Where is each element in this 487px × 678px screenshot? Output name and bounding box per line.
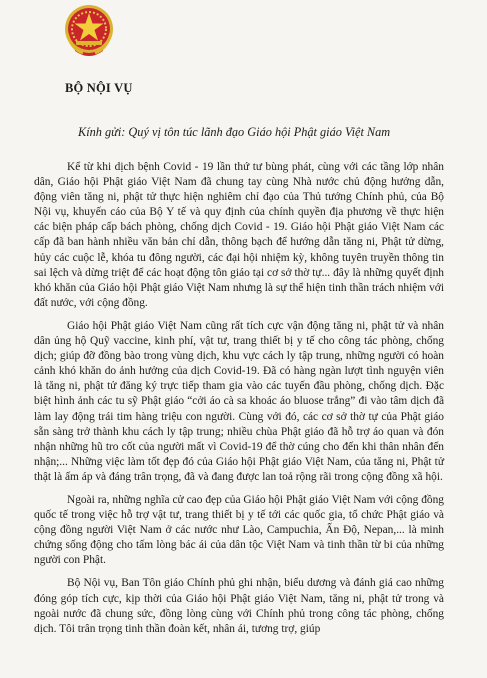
body-paragraph-1: Kể từ khi dịch bệnh Covid - 19 lần thứ tư bùng phát, cùng với các tầng lớp nhân dân, Giáo hội Phật giáo Việt Nam đã chung tay cùng Nhà nước chủ động hưởng dẫn, động viên tăng ni, phật tử thực hiện nghiêm chỉ đạo của Thủ tướng Chính phủ, của Bộ Nội vụ, khuyến cáo của Bộ Y tế và quy định của chính quyền địa phương về thực hiện các biện pháp cấp bách phòng, chống dịch Covid - 19. Giáo hội Phật giáo Việt Nam các cấp đã ban hành nhiều văn bản chỉ dẫn, thông bạch để hướng dẫn tăng ni, Phật tử dừng, hủy các cuộc lễ, khóa tu đông người, các đại hội nhiệm kỳ, không tuyên truyền thông tin sai lệch và dừng triệt để các hoạt động tôn giáo tại cơ sở thờ tự... đây là những quyết định khó khăn của Giáo hội Phật giáo Việt Nam nhưng là sự thể hiện tinh thần trách nhiệm với đất nước, với cộng đồng.	[34, 161, 444, 309]
national-emblem-icon	[63, 3, 115, 59]
letter-body	[34, 160, 444, 645]
agency-name: BỘ NỘI VỤ	[65, 81, 133, 95]
body-paragraph-4: Bộ Nội vụ, Ban Tôn giáo Chính phủ ghi nhận, biểu dương và đánh giá cao những đóng góp tích cực, kịp thời của Giáo hội Phật giáo Việt Nam, tăng ni, phật tử trong và ngoài nước đã chung sức, đồng lòng cùng với Chính phủ trong công tác phòng, chống dịch. Tôi trân trọng tinh thần đoàn kết, nhân ái, tương trợ, giúp	[34, 577, 444, 635]
body-paragraph-3: Ngoài ra, những nghĩa cử cao đẹp của Giáo hội Phật giáo Việt Nam với cộng đồng quốc tế trong việc hỗ trợ vật tư, trang thiết bị y tế tới các quốc gia, tổ chức Phật giáo và cộng đồng người Việt Nam ở các nước như Lào, Campuchia, Ấn Độ, Nepan,... là minh chứng sống động cho tấm lòng bác ái của dân tộc Việt Nam và tinh thần từ bi của những người con Phật.	[34, 493, 444, 567]
salutation: Kính gửi: Quý vị tôn túc lãnh đạo Giáo hội Phật giáo Việt Nam	[78, 125, 391, 139]
body-paragraph-2: Giáo hội Phật giáo Việt Nam cũng rất tích cực vận động tăng ni, phật tử và nhân dân ủng hộ Quỹ vaccine, kinh phí, vật tư, trang thiết bị y tế cho công tác phòng, chống dịch; giúp đỡ đồng bào trong vùng dịch, khu vực cách ly tập trung, những người có hoàn cảnh khó khăn do ảnh hưởng của dịch Covid-19. Đã có hàng ngàn lượt tình nguyện viên là tăng ni, phật tử đăng ký trực tiếp tham gia vào các tuyến đầu phòng, chống dịch. Đặc biệt hình ảnh các tu sỹ Phật giáo “cởi áo cà sa khoác áo bluose trắng” đi vào tâm dịch đã làm lay động trái tim hàng triệu con người. Cùng với đó, các cơ sở thờ tự của Phật giáo sẵn sàng trở thành khu cách ly tập trung; nhiều chùa Phật giáo đã hỗ trợ áo quan và đón nhận những hũ tro cốt của người mất vì Covid-19 để thờ cúng cho đến khi thân nhân đến nhận;... Những việc làm tốt đẹp đó của Giáo hội Phật giáo Việt Nam, của tăng ni, Phật tử thật là ấm áp và đáng trân trọng, đã và đang được lan toả rộng rãi trong cộng đồng xã hội.	[34, 319, 444, 483]
